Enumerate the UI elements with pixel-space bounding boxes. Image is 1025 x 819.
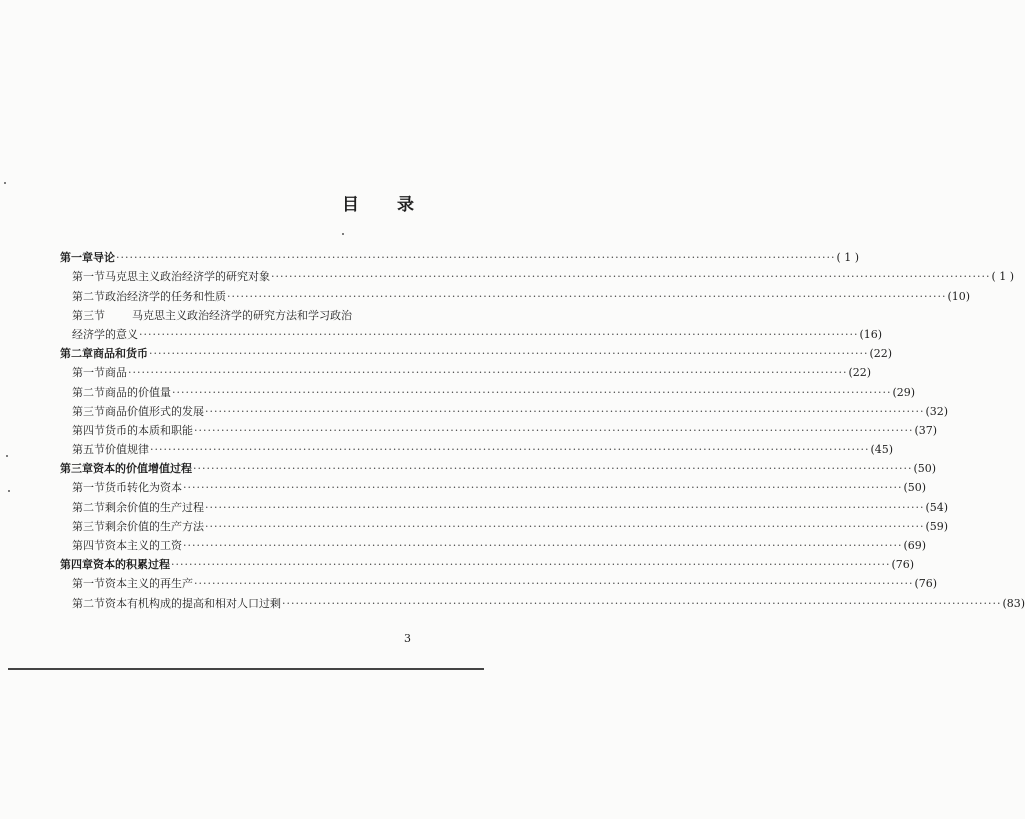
- toc-entry-title: 政治经济学的任务和性质: [105, 289, 226, 303]
- toc-leader-dots: ································································································································································: [183, 481, 903, 495]
- toc-section-row: [60, 437, 894, 457]
- toc-entry-title: 商品: [105, 366, 127, 380]
- toc-entry-label: 第五节: [72, 443, 105, 457]
- toc-leader-dots: ································································································································································: [128, 366, 848, 380]
- toc-entry-page: (76): [914, 577, 938, 591]
- toc-section-row: [60, 303, 420, 322]
- toc-entry-label: 第三章: [60, 462, 93, 476]
- toc-entry-title: 马克思主义政治经济学的研究方法和学习政治: [132, 308, 352, 322]
- toc-entry-page: (83): [1002, 596, 1025, 610]
- title-char-left: 目: [342, 195, 361, 215]
- toc-entry-label: 第三节: [72, 308, 105, 322]
- toc-leader-dots: ································································································································································: [205, 500, 925, 514]
- toc-entry-label: 第四节: [72, 423, 105, 437]
- toc-entry-page: (10): [947, 289, 971, 303]
- toc-section-row: [60, 360, 872, 380]
- toc-entry-page: (37): [914, 423, 938, 437]
- toc-entry-title: 资本的积累过程: [93, 558, 170, 572]
- scan-speck: [342, 233, 344, 235]
- toc-chapter-row: [60, 456, 937, 476]
- table-of-contents: [60, 245, 1025, 610]
- toc-entry-label: 第三节: [72, 519, 105, 533]
- toc-section-row: [60, 475, 927, 495]
- toc-entry-page: ( 1 ): [836, 251, 860, 265]
- toc-entry-page: (50): [903, 481, 927, 495]
- toc-chapter-row: [60, 552, 915, 572]
- toc-entry-page: (32): [925, 404, 949, 418]
- toc-entry-title: 货币转化为资本: [105, 481, 182, 495]
- toc-leader-dots: ································································································································································: [271, 270, 991, 284]
- toc-entry-title: 商品和货币: [93, 347, 148, 361]
- toc-cont-row: [60, 322, 883, 341]
- toc-entry-page: (16): [859, 327, 883, 341]
- toc-entry-title: 商品价值形式的发展: [105, 404, 204, 418]
- toc-section-row: [60, 514, 949, 533]
- toc-entry-title: 资本主义的再生产: [105, 577, 193, 591]
- toc-entry-page: (45): [870, 443, 894, 457]
- toc-entry-label: 第四章: [60, 558, 93, 572]
- toc-entry-title: 剩余价值的生产方法: [105, 519, 204, 533]
- toc-entry-page: (29): [892, 385, 916, 399]
- toc-leader-dots: ································································································································································: [172, 385, 892, 399]
- toc-leader-dots: ································································································································································: [282, 596, 1002, 610]
- toc-leader-dots: ································································································································································: [171, 558, 891, 572]
- scan-speck: [6, 455, 8, 457]
- toc-section-row: [60, 590, 1025, 610]
- toc-entry-page: (50): [913, 462, 937, 476]
- toc-entry-label: 第一章: [60, 251, 93, 265]
- toc-leader-dots: ································································································································································: [139, 327, 859, 341]
- toc-leader-dots: ································································································································································: [193, 462, 913, 476]
- toc-entry-label: 第四节: [72, 539, 105, 552]
- toc-leader-dots: ································································································································································: [205, 404, 925, 418]
- toc-entry-label: 第一节: [72, 366, 105, 380]
- toc-entry-title: 经济学的意义: [72, 327, 138, 341]
- toc-section-row: [60, 418, 938, 437]
- toc-entry-title: 马克思主义政治经济学的研究对象: [105, 270, 270, 284]
- toc-entry-label: 第二节: [72, 596, 105, 610]
- toc-entry-label: 第二章: [60, 347, 93, 361]
- toc-entry-title: 货币的本质和职能: [105, 423, 193, 437]
- toc-leader-dots: ································································································································································: [194, 577, 914, 591]
- toc-entry-label: 第一节: [72, 481, 105, 495]
- toc-entry-title: 导论: [93, 251, 115, 265]
- toc-entry-page: (22): [869, 347, 893, 361]
- toc-section-row: [60, 379, 916, 399]
- toc-leader-dots: ································································································································································: [227, 289, 947, 303]
- toc-title: [342, 190, 416, 215]
- toc-section-row: [60, 494, 949, 514]
- toc-entry-label: 第二节: [72, 500, 105, 514]
- toc-section-row: [60, 571, 938, 591]
- toc-entry-page: (22): [848, 366, 872, 380]
- toc-entry-title: 价值规律: [105, 443, 149, 457]
- page-number: 3: [404, 632, 411, 645]
- toc-entry-label: 第二节: [72, 385, 105, 399]
- bottom-rule: [8, 668, 484, 670]
- title-char-right: 录: [397, 195, 416, 215]
- toc-entry-title: 资本有机构成的提高和相对人口过剩: [105, 596, 281, 610]
- toc-entry-title: 剩余价值的生产过程: [105, 500, 204, 514]
- toc-entry-page: (69): [903, 539, 927, 552]
- toc-entry-label: 第三节: [72, 404, 105, 418]
- toc-section-row: [60, 264, 1015, 284]
- scan-speck: [4, 182, 6, 184]
- toc-entry-page: ( 1 ): [991, 270, 1015, 284]
- toc-leader-dots: ································································································································································: [149, 347, 869, 361]
- scan-speck: [8, 490, 10, 492]
- toc-entry-page: (76): [891, 558, 915, 572]
- toc-leader-dots: ································································································································································: [116, 251, 836, 265]
- toc-chapter-row: [60, 245, 860, 265]
- toc-section-row: [60, 399, 949, 418]
- toc-entry-title: 商品的价值量: [105, 385, 171, 399]
- toc-section-row: [60, 283, 971, 303]
- toc-entry-title: 资本的价值增值过程: [93, 462, 192, 476]
- toc-leader-dots: ································································································································································: [205, 519, 925, 533]
- toc-entry-label: 第二节: [72, 289, 105, 303]
- toc-leader-dots: ································································································································································: [194, 423, 914, 437]
- toc-leader-dots: ································································································································································: [150, 443, 870, 457]
- toc-leader-dots: ································································································································································: [183, 539, 903, 552]
- toc-entry-label: 第一节: [72, 577, 105, 591]
- toc-section-row: [60, 533, 927, 552]
- toc-entry-label: 第一节: [72, 270, 105, 284]
- toc-entry-page: (54): [925, 500, 949, 514]
- toc-entry-title: 资本主义的工资: [105, 539, 182, 552]
- toc-entry-page: (59): [925, 519, 949, 533]
- toc-chapter-row: [60, 341, 893, 361]
